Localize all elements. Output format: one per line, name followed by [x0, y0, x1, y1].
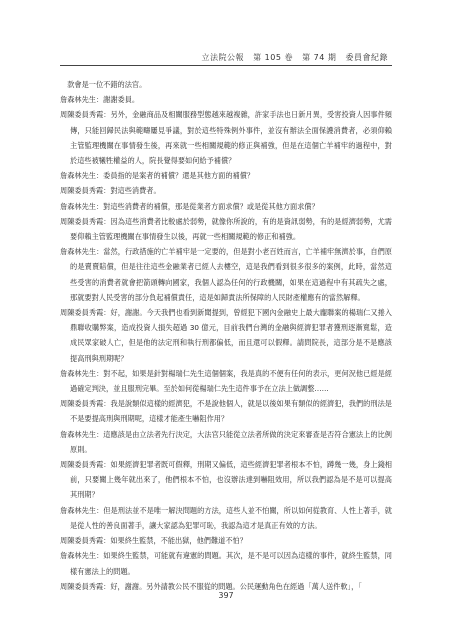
transcript-paragraph: 詹森林先生：對不起，如果是針對楊瑞仁先生這個個案，我是真的不便有任何的表示，更何況他已經是經過確定判決，並且服刑完畢。至於如何從楊瑞仁先生這件事予在立法上做調整……: [60, 368, 392, 394]
transcript-paragraph: 詹森林先生：謝謝委員。: [60, 95, 140, 105]
transcript-paragraph: 周陳委員秀霞：另外，金融商品及相關服務型態越來越複雜，許家手法也日新月異，受害投資人因事件頻傳，只能回歸民法與範疇屢見爭議，對於這些特殊例外事件，並沒有辦法全面保護消費者，必須仰賴主管監理機關在事情發生後，再來就一些相關規範的修正與補強，但是在這個亡羊補牢的過程中，對於這些被犧牲權益的人，院長覺得要如何給予補償？: [60, 110, 392, 166]
transcript-paragraph: 詹森林先生：當然，行政措施的亡羊補牢是一定要的，但是對小老百姓而言，亡羊補牢無濟於事，自們原的是賣賣賠償，但是往往這些金融業者已經人去樓空，這是我們看到很多很多的案例，此時，當然這些受害的消費者就會把箭頭轉向國家，我個人認為任何的行政機關，如果在這過程中有其疏失之處，那就要對人民受害的部分負起補償責任，這是如歸責法所保障的人民財產權應有的當然解釋。: [60, 247, 392, 302]
volume-number: 第 105 卷: [253, 53, 293, 62]
transcript-paragraph: 周陳委員秀霞：如果終生監禁，不能出獄，他們難道不怕？: [60, 536, 247, 546]
transcript-paragraph: 周陳委員秀霞：對這些消費者。: [60, 186, 161, 196]
header-divider: [60, 65, 392, 66]
transcript-paragraph: 詹森林先生：但是刑法並不是唯一解決問題的方法，這些人並不怕關，所以如何從教育、人性上著手，就是從人性的善良面著手，讓大家認為犯罪可恥，我認為這才是真正有效的方法。: [60, 505, 392, 530]
transcript-body: [60, 77, 392, 594]
transcript-paragraph: 詹森林先生：委員指的是案者的補償？還是其他方面的補償？: [60, 171, 255, 181]
transcript-paragraph: 款會是一位不錯的法官。: [60, 80, 147, 89]
transcript-paragraph: 周陳委員秀霞：我是說類似這樣的經濟犯，不是說他個人，就是以後如果有類似的經濟犯，我們的刑法是不是要提高刑與刑期呢，這樣才能產生嚇阻作用？: [60, 399, 392, 424]
transcript-paragraph: 周陳委員秀霞：因為這些消費者比較處於弱勢，就像你所說的，有的是資訊弱勢，有的是經濟弱勢，尤需要仰賴主管監理機關在事情發生以後，再就一些相關規範的修正和補強。: [60, 216, 392, 242]
publication-title: 立法院公報: [201, 53, 244, 62]
issue-number: 第 74 期: [302, 53, 337, 62]
transcript-paragraph: 詹森林先生：這應該是由立法者先行決定，大法官只能從立法者所做的決定來審查是否符合憲法上的比例原則。: [60, 429, 392, 454]
transcript-paragraph: 周陳委員秀霞：如果經濟犯罪者既可假釋，刑期又偏低，這些經濟犯罪者根本不怕，蹲幾一幾，身上錢相前，只要關上幾年就出來了，他們根本不怕，也沒辦法達到嚇阻效用，所以我們認為是不是可以提高其刑期？: [60, 460, 392, 500]
section-title: 委員會紀錄: [345, 53, 388, 62]
transcript-paragraph: 周陳委員秀霞：好，謝謝。另外請教公民不服從的問題。公民運動角色在經過「萬人送件軟」，「: [60, 581, 362, 591]
transcript-paragraph: 詹森林先生：對這些消費者的補償，那是從業者方面求償？或是從其他方面求償？: [60, 201, 319, 211]
transcript-paragraph: 周陳委員秀霞：好，謝謝。今天我們也看到新聞提到，曾經犯下國內金融史上最大龐聯案的楊瑞仁又捲入鼎聯收購弊案，造成投資人損失超過 30 億元，目前我們台灣的金融與經濟犯罪者獲刑逐漸寬鬆，造成民眾家破人亡，但是他的法定刑和執行刑都偏低，而且還可以假釋。請問院長，這部分是不是應該提高刑與刑期呢？: [60, 308, 392, 363]
transcript-paragraph: 詹森林先生：如果終生監禁，可能就有違憲的問題。其次，是不是可以因為這樣的事件，就終生監禁，同樣有憲法上的問題。: [60, 551, 392, 576]
page-header: [201, 52, 388, 63]
page-number: 397: [218, 591, 234, 600]
